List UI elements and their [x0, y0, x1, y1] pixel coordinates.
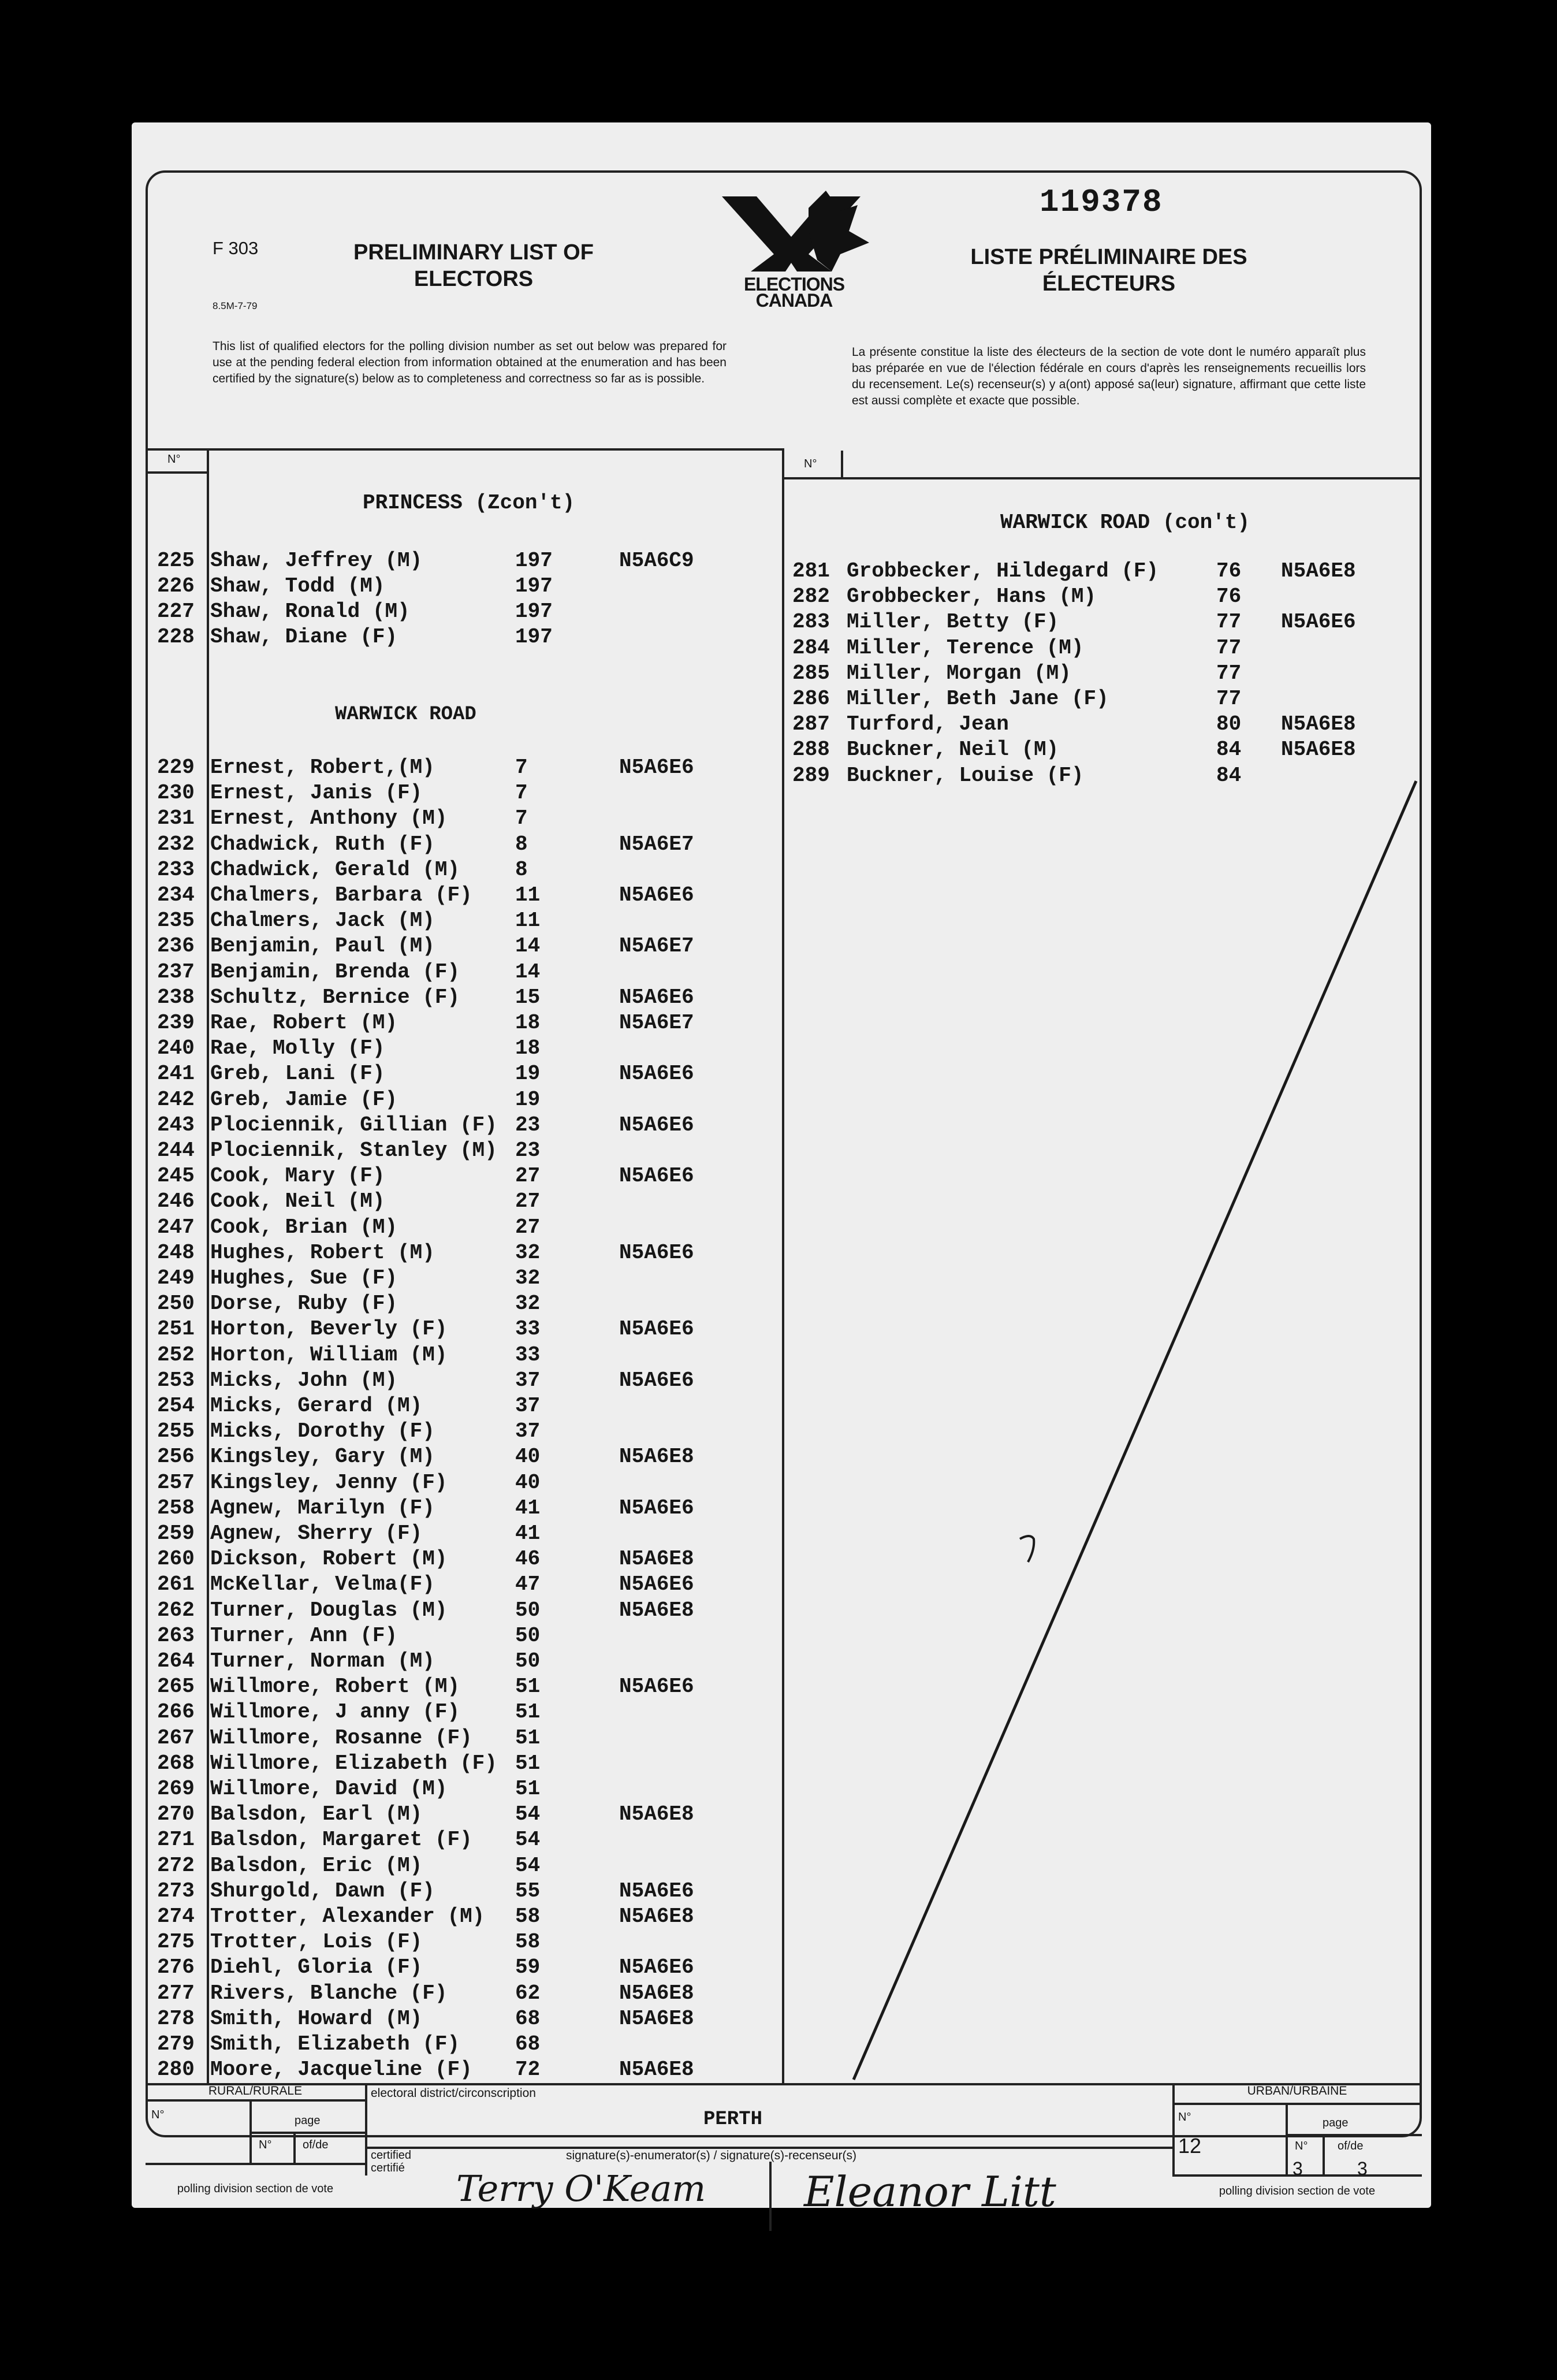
elector-address: 33 — [515, 1317, 541, 1341]
elector-address: 37 — [515, 1419, 541, 1443]
elector-address: 77 — [1216, 610, 1242, 634]
elector-name: Shaw, Ronald (M) — [210, 600, 410, 623]
elector-name: Smith, Howard (M) — [210, 2007, 423, 2031]
elector-address: 80 — [1216, 712, 1242, 736]
elector-number: 242 — [157, 1088, 195, 1111]
elector-address: 77 — [1216, 661, 1242, 685]
urban-page-no-value: 3 — [1292, 2158, 1303, 2179]
elector-name: Willmore, Elizabeth (F) — [210, 1751, 497, 1775]
elector-address: 51 — [515, 1726, 541, 1750]
elector-name: Hughes, Robert (M) — [210, 1241, 435, 1265]
print-code: 8.5M-7-79 — [213, 300, 258, 311]
elector-name: Balsdon, Earl (M) — [210, 1802, 423, 1826]
elector-address: 58 — [515, 1930, 541, 1954]
elector-name: Shurgold, Dawn (F) — [210, 1879, 435, 1903]
elector-number: 258 — [157, 1496, 195, 1520]
elector-address: 7 — [515, 781, 528, 805]
elector-number: 260 — [157, 1547, 195, 1571]
urban-page-no-label: N° — [1295, 2140, 1308, 2152]
elector-number: 277 — [157, 1981, 195, 2005]
elector-address: 51 — [515, 1777, 541, 1801]
document-number: 119378 — [1040, 184, 1163, 221]
elections-canada-logo — [716, 191, 872, 311]
no-header-box — [146, 471, 208, 474]
elector-address: 15 — [515, 986, 541, 1009]
elector-postal-code: N5A6E6 — [619, 986, 694, 1009]
elector-number: 261 — [157, 1572, 195, 1596]
elector-postal-code: N5A6E8 — [619, 2058, 694, 2081]
elector-name: Ernest, Anthony (M) — [210, 806, 448, 830]
elector-address: 40 — [515, 1471, 541, 1494]
elector-name: Greb, Jamie (F) — [210, 1088, 398, 1111]
elector-name: Agnew, Sherry (F) — [210, 1522, 423, 1545]
elector-name: Chadwick, Ruth (F) — [210, 832, 435, 856]
elector-postal-code: N5A6E6 — [619, 1317, 694, 1341]
elector-address: 18 — [515, 1011, 541, 1035]
elector-name: Trotter, Lois (F) — [210, 1930, 423, 1954]
elector-postal-code: N5A6E8 — [619, 1445, 694, 1468]
elector-name: Moore, Jacqueline (F) — [210, 2058, 472, 2081]
elector-number: 243 — [157, 1113, 195, 1137]
elector-number: 267 — [157, 1726, 195, 1750]
elector-address: 51 — [515, 1675, 541, 1698]
elector-number: 253 — [157, 1368, 195, 1392]
elector-name: Trotter, Alexander (M) — [210, 1905, 485, 1928]
elector-name: Horton, Beverly (F) — [210, 1317, 448, 1341]
elector-number: 283 — [792, 610, 830, 634]
elector-postal-code: N5A6E8 — [619, 1981, 694, 2005]
urban-bottom-line — [1172, 2174, 1422, 2177]
elector-name: Chadwick, Gerald (M) — [210, 858, 460, 882]
elector-name: Turner, Norman (M) — [210, 1649, 435, 1673]
elector-number: 225 — [157, 549, 195, 572]
elector-number: 246 — [157, 1189, 195, 1213]
elector-number: 252 — [157, 1343, 195, 1367]
title-fr: LISTE PRÉLIMINAIRE DES ÉLECTEURS — [970, 245, 1247, 296]
elector-address: 51 — [515, 1751, 541, 1775]
elector-address: 72 — [515, 2058, 541, 2081]
title-en: PRELIMINARY LIST OF ELECTORS — [353, 240, 594, 291]
elector-name: Willmore, J anny (F) — [210, 1700, 460, 1724]
elector-number: 241 — [157, 1062, 195, 1085]
elector-number: 234 — [157, 883, 195, 907]
elector-postal-code: N5A6E6 — [619, 883, 694, 907]
elector-number: 254 — [157, 1394, 195, 1418]
elector-postal-code: N5A6E7 — [619, 934, 694, 958]
elector-postal-code: N5A6C9 — [619, 549, 694, 572]
elector-name: Ernest, Janis (F) — [210, 781, 423, 805]
elector-address: 23 — [515, 1113, 541, 1137]
elector-number: 262 — [157, 1598, 195, 1622]
rural-no-label: N° — [151, 2108, 165, 2121]
urban-page-divider — [1323, 2134, 1325, 2174]
street-heading-warwick: WARWICK ROAD — [335, 704, 476, 726]
elector-number: 263 — [157, 1624, 195, 1648]
elector-address: 197 — [515, 600, 553, 623]
urban-label: URBAN/URBAINE — [1247, 2084, 1347, 2098]
urban-page-label: page — [1323, 2117, 1349, 2129]
elector-number: 255 — [157, 1419, 195, 1443]
left-number-divider — [207, 448, 209, 2083]
elector-postal-code: N5A6E8 — [619, 1547, 694, 1571]
rural-page-no-label: N° — [259, 2139, 272, 2151]
elector-address: 14 — [515, 960, 541, 984]
elector-name: Miller, Beth Jane (F) — [847, 687, 1109, 711]
elector-postal-code: N5A6E6 — [619, 1955, 694, 1979]
elector-name: Agnew, Marilyn (F) — [210, 1496, 435, 1520]
elector-address: 32 — [515, 1241, 541, 1265]
elector-address: 32 — [515, 1292, 541, 1315]
elector-name: Dorse, Ruby (F) — [210, 1292, 398, 1315]
elector-address: 50 — [515, 1598, 541, 1622]
elector-number: 227 — [157, 600, 195, 623]
elector-postal-code: N5A6E6 — [619, 1675, 694, 1698]
elector-name: Grobbecker, Hans (M) — [847, 585, 1097, 608]
elector-address: 7 — [515, 756, 528, 779]
elector-name: Kingsley, Jenny (F) — [210, 1471, 448, 1494]
elector-address: 76 — [1216, 585, 1242, 608]
elector-number: 244 — [157, 1139, 195, 1162]
elector-number: 279 — [157, 2032, 195, 2056]
rural-page-label: page — [295, 2114, 321, 2127]
elector-name: Buckner, Neil (M) — [847, 738, 1059, 761]
elector-number: 249 — [157, 1266, 195, 1290]
elector-number: 281 — [792, 559, 830, 583]
urban-of-label: of/de — [1338, 2140, 1364, 2152]
elector-postal-code: N5A6E6 — [619, 1572, 694, 1596]
elector-address: 77 — [1216, 636, 1242, 660]
elector-name: Chalmers, Barbara (F) — [210, 883, 472, 907]
elector-number: 248 — [157, 1241, 195, 1265]
elector-number: 284 — [792, 636, 830, 660]
elector-name: Turner, Ann (F) — [210, 1624, 398, 1648]
elector-number: 285 — [792, 661, 830, 685]
elector-postal-code: N5A6E8 — [1281, 738, 1356, 761]
elector-address: 50 — [515, 1624, 541, 1648]
elector-name: Turford, Jean — [847, 712, 1009, 736]
elector-name: Dickson, Robert (M) — [210, 1547, 448, 1571]
elector-name: Willmore, Rosanne (F) — [210, 1726, 472, 1750]
rural-of-label: of/de — [303, 2139, 329, 2151]
elector-number: 271 — [157, 1828, 195, 1851]
elector-address: 197 — [515, 549, 553, 572]
form-number: F 303 — [213, 238, 259, 258]
elector-name: Shaw, Diane (F) — [210, 625, 398, 649]
elector-postal-code: N5A6E8 — [619, 1905, 694, 1928]
elector-name: Hughes, Sue (F) — [210, 1266, 398, 1290]
elector-number: 247 — [157, 1215, 195, 1239]
elector-address: 23 — [515, 1139, 541, 1162]
elector-postal-code: N5A6E8 — [619, 1598, 694, 1622]
rural-right-divider — [365, 2083, 367, 2176]
elector-address: 7 — [515, 806, 528, 830]
elector-name: Micks, John (M) — [210, 1368, 398, 1392]
intro-text-fr: La présente constitue la liste des électeurs de la section de vote dont le numéro apparaît plus bas préparée en vue de l'élection fédérale en cours d'après les renseignements recueillis lors du recensement. Le(s) recenseur(s) y a(ont) apposé sa(leur) signature, affirmant que cette liste est aussi complète et exacte que possible. — [852, 345, 1366, 407]
elector-address: 77 — [1216, 687, 1242, 711]
signature-divider — [769, 2162, 772, 2231]
table-top-line-left — [146, 448, 782, 451]
elector-name: Cook, Neil (M) — [210, 1189, 385, 1213]
elector-address: 59 — [515, 1955, 541, 1979]
elector-postal-code: N5A6E6 — [1281, 610, 1356, 634]
elector-name: Plociennik, Gillian (F) — [210, 1113, 497, 1137]
elector-number: 268 — [157, 1751, 195, 1775]
certified-label: certified certifié — [371, 2149, 412, 2174]
elector-name: Benjamin, Brenda (F) — [210, 960, 460, 984]
elector-name: McKellar, Velma(F) — [210, 1572, 435, 1596]
elector-number: 238 — [157, 986, 195, 1009]
elector-name: Horton, William (M) — [210, 1343, 448, 1367]
elector-postal-code: N5A6E7 — [619, 832, 694, 856]
elector-postal-code: N5A6E6 — [619, 1368, 694, 1392]
elector-address: 41 — [515, 1496, 541, 1520]
rural-no-divider — [249, 2099, 252, 2163]
elector-address: 68 — [515, 2007, 541, 2031]
elector-number: 265 — [157, 1675, 195, 1698]
elector-address: 37 — [515, 1368, 541, 1392]
elector-name: Plociennik, Stanley (M) — [210, 1139, 497, 1162]
elector-address: 8 — [515, 858, 528, 882]
elector-number: 245 — [157, 1164, 195, 1188]
elector-address: 41 — [515, 1522, 541, 1545]
no-header-right: N° — [804, 458, 817, 470]
elector-number: 278 — [157, 2007, 195, 2031]
elector-address: 33 — [515, 1343, 541, 1367]
elector-postal-code: N5A6E6 — [619, 1062, 694, 1085]
elector-address: 50 — [515, 1649, 541, 1673]
urban-no-label: N° — [1178, 2111, 1191, 2124]
elector-name: Miller, Morgan (M) — [847, 661, 1071, 685]
elector-name: Willmore, David (M) — [210, 1777, 448, 1801]
elector-address: 27 — [515, 1189, 541, 1213]
elector-address: 62 — [515, 1981, 541, 2005]
elector-postal-code: N5A6E6 — [619, 1113, 694, 1137]
elector-name: Turner, Douglas (M) — [210, 1598, 448, 1622]
elector-number: 266 — [157, 1700, 195, 1724]
elector-number: 251 — [157, 1317, 195, 1341]
elector-name: Rae, Molly (F) — [210, 1036, 385, 1060]
elector-address: 55 — [515, 1879, 541, 1903]
rural-page-divider — [293, 2132, 296, 2163]
elector-postal-code: N5A6E8 — [1281, 712, 1356, 736]
elector-number: 256 — [157, 1445, 195, 1468]
elector-number: 230 — [157, 781, 195, 805]
elector-name: Miller, Terence (M) — [847, 636, 1084, 660]
elector-number: 270 — [157, 1802, 195, 1826]
elector-number: 274 — [157, 1905, 195, 1928]
elector-name: Smith, Elizabeth (F) — [210, 2032, 460, 2056]
elector-number: 250 — [157, 1292, 195, 1315]
elector-address: 47 — [515, 1572, 541, 1596]
elector-address: 19 — [515, 1088, 541, 1111]
elector-number: 280 — [157, 2058, 195, 2081]
signature-label: signature(s)-enumerator(s) / signature(s)-recenseur(s) — [566, 2149, 856, 2162]
table-top-line-right — [782, 477, 1422, 479]
elector-address: 19 — [515, 1062, 541, 1085]
signature-enumerator-1: Terry O'Keam — [456, 2167, 706, 2210]
elector-name: Rivers, Blanche (F) — [210, 1981, 448, 2005]
elector-address: 32 — [515, 1266, 541, 1290]
intro-text-en: This list of qualified electors for the polling division number as set out below was prepared for use at the pending federal election from information obtained at the enumeration and has been certified by the signature(s) below as to completeness and correctness so far as is possible. — [213, 340, 727, 385]
rural-polling-label: polling division section de vote — [177, 2182, 334, 2195]
elector-number: 231 — [157, 806, 195, 830]
elector-number: 286 — [792, 687, 830, 711]
elector-address: 11 — [515, 909, 541, 932]
elector-address: 18 — [515, 1036, 541, 1060]
elector-address: 197 — [515, 625, 553, 649]
urban-polling-label: polling division section de vote — [1219, 2185, 1376, 2197]
urban-no-value: 12 — [1178, 2134, 1202, 2158]
elector-address: 54 — [515, 1854, 541, 1877]
elector-number: 275 — [157, 1930, 195, 1954]
logo-text-elections: ELECTIONS — [743, 274, 845, 295]
elector-address: 51 — [515, 1700, 541, 1724]
elector-address: 14 — [515, 934, 541, 958]
elector-name: Balsdon, Eric (M) — [210, 1854, 423, 1877]
elector-address: 37 — [515, 1394, 541, 1418]
elector-name: Buckner, Louise (F) — [847, 764, 1084, 787]
street-heading-warwick-cont: WARWICK ROAD (con't) — [1000, 511, 1250, 534]
elector-address: 76 — [1216, 559, 1242, 583]
maple-x-logo-icon — [716, 191, 872, 277]
elector-number: 287 — [792, 712, 830, 736]
elector-address: 8 — [515, 832, 528, 856]
elector-postal-code: N5A6E8 — [1281, 559, 1356, 583]
elector-address: 40 — [515, 1445, 541, 1468]
elector-name: Chalmers, Jack (M) — [210, 909, 435, 932]
elector-address: 46 — [515, 1547, 541, 1571]
elector-address: 84 — [1216, 764, 1242, 787]
no-header-box-right — [782, 477, 842, 479]
urban-header-line — [1172, 2103, 1422, 2105]
district-label: electoral district/circonscription — [371, 2087, 536, 2100]
elector-address: 27 — [515, 1215, 541, 1239]
elector-number: 282 — [792, 585, 830, 608]
elector-number: 264 — [157, 1649, 195, 1673]
elector-number: 269 — [157, 1777, 195, 1801]
urban-page-of-value: 3 — [1357, 2158, 1368, 2179]
elector-name: Rae, Robert (M) — [210, 1011, 398, 1035]
elector-name: Kingsley, Gary (M) — [210, 1445, 435, 1468]
rural-bottom-line — [146, 2163, 365, 2165]
elector-address: 58 — [515, 1905, 541, 1928]
elector-number: 288 — [792, 738, 830, 761]
elector-number: 272 — [157, 1854, 195, 1877]
elector-name: Benjamin, Paul (M) — [210, 934, 435, 958]
elector-name: Micks, Dorothy (F) — [210, 1419, 435, 1443]
elector-postal-code: N5A6E6 — [619, 1879, 694, 1903]
elector-postal-code: N5A6E6 — [619, 1164, 694, 1188]
elector-name: Balsdon, Margaret (F) — [210, 1828, 472, 1851]
elector-number: 276 — [157, 1955, 195, 1979]
elector-name: Willmore, Robert (M) — [210, 1675, 460, 1698]
rural-page-line — [249, 2132, 365, 2134]
elector-number: 257 — [157, 1471, 195, 1494]
elector-number: 259 — [157, 1522, 195, 1545]
elector-postal-code: N5A6E7 — [619, 1011, 694, 1035]
logo-text-canada: CANADA — [755, 290, 833, 311]
elector-address: 11 — [515, 883, 541, 907]
rural-label: RURAL/RURALE — [208, 2084, 303, 2098]
right-number-box-divider — [841, 451, 843, 478]
elector-address: 197 — [515, 574, 553, 598]
elector-name: Ernest, Robert,(M) — [210, 756, 435, 779]
elector-name: Grobbecker, Hildegard (F) — [847, 559, 1159, 583]
elector-name: Cook, Brian (M) — [210, 1215, 398, 1239]
elector-number: 289 — [792, 764, 830, 787]
elector-number: 239 — [157, 1011, 195, 1035]
pen-mark — [1018, 1532, 1046, 1567]
elector-name: Greb, Lani (F) — [210, 1062, 385, 1085]
elector-number: 226 — [157, 574, 195, 598]
no-header-left: N° — [167, 453, 181, 466]
elector-name: Schultz, Bernice (F) — [210, 986, 460, 1009]
elector-number: 237 — [157, 960, 195, 984]
elector-number: 228 — [157, 625, 195, 649]
signature-enumerator-2: Eleanor Litt — [804, 2167, 1056, 2216]
urban-page-line — [1286, 2134, 1422, 2136]
elector-name: Micks, Gerard (M) — [210, 1394, 423, 1418]
elector-address: 68 — [515, 2032, 541, 2056]
elector-postal-code: N5A6E8 — [619, 1802, 694, 1826]
elector-number: 240 — [157, 1036, 195, 1060]
diagonal-cancel-line — [849, 774, 1421, 2085]
elector-postal-code: N5A6E6 — [619, 1241, 694, 1265]
elector-address: 84 — [1216, 738, 1242, 761]
elector-name: Shaw, Jeffrey (M) — [210, 549, 423, 572]
elector-number: 232 — [157, 832, 195, 856]
street-heading-princess: PRINCESS (Zcon't) — [363, 491, 575, 515]
elector-address: 54 — [515, 1802, 541, 1826]
urban-no-divider — [1286, 2103, 1288, 2174]
elector-postal-code: N5A6E6 — [619, 1496, 694, 1520]
elector-number: 229 — [157, 756, 195, 779]
elector-address: 54 — [515, 1828, 541, 1851]
elector-postal-code: N5A6E6 — [619, 756, 694, 779]
elector-postal-code: N5A6E8 — [619, 2007, 694, 2031]
elector-number: 233 — [157, 858, 195, 882]
elector-name: Miller, Betty (F) — [847, 610, 1059, 634]
elector-number: 273 — [157, 1879, 195, 1903]
elector-number: 236 — [157, 934, 195, 958]
rural-header-line — [146, 2099, 365, 2102]
elector-address: 27 — [515, 1164, 541, 1188]
elector-name: Shaw, Todd (M) — [210, 574, 385, 598]
elector-name: Cook, Mary (F) — [210, 1164, 385, 1188]
column-divider — [782, 448, 784, 2083]
elector-name: Diehl, Gloria (F) — [210, 1955, 423, 1979]
elector-number: 235 — [157, 909, 195, 932]
district-value: PERTH — [703, 2108, 763, 2130]
